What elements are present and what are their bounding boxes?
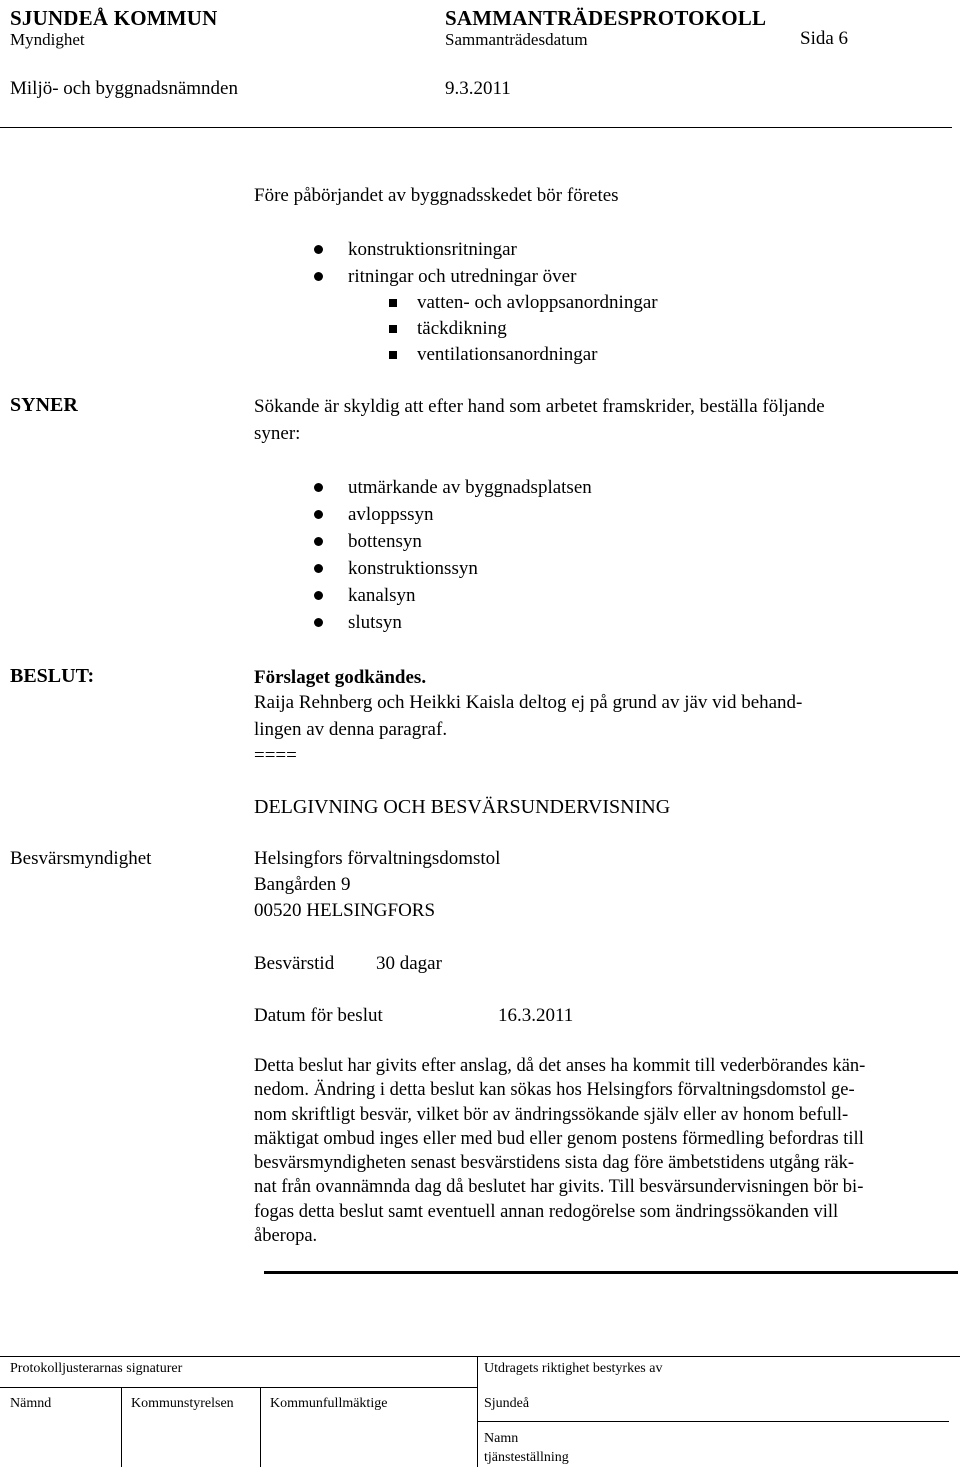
section-separator: ==== — [254, 745, 297, 766]
signatures-label: Protokolljusterarnas signaturer — [10, 1361, 183, 1376]
certified-label: Utdragets riktighet bestyrkes av — [484, 1361, 663, 1376]
syner-text-line1: Sökande är skyldig att efter hand som arbetet framskrider, beställa följande — [254, 396, 825, 417]
list-item: kanalsyn — [314, 582, 592, 609]
bullet-icon — [314, 272, 323, 281]
document-list — [314, 236, 576, 290]
appeal-time-label: Besvärstid — [254, 953, 335, 974]
list-item: bottensyn — [314, 528, 592, 555]
page-number: Sida 6 — [800, 28, 849, 49]
appeal-authority-name: Helsingfors förvaltningsdomstol — [254, 848, 501, 869]
bullet-icon — [314, 618, 323, 627]
board-name: Miljö- och byggnadsnämnden — [10, 78, 238, 99]
document-type: SAMMANTRÄDESPROTOKOLL — [445, 6, 767, 30]
list-item: ritningar och utredningar över — [314, 263, 576, 290]
appeal-instructions: Detta beslut har givits efter anslag, då det anses ha kommit till vederbörandes kän- nedom. Ändring i detta beslut kan sökas hos Helsingfors förvaltningsdomstol ge- nom skriftligt besvär, vilket bör av ändringssökande själv eller av honom befull- mäktigat ombud inges eller med bud eller genom postens förmedling befordras till besvärsmyndigheten senast besvärstidens sista dag före ämbetstidens utgång räk- nat från ovannämnda dag då beslutet har givits. Till besvärsundervisningen bör bi- fogas detta beslut samt eventuell annan redogörelse som ändringssökanden vill åberopa. — [254, 1056, 866, 1247]
syner-text-line2: syner: — [254, 423, 301, 444]
end-rule — [264, 1271, 958, 1274]
list-item: utmärkande av byggnadsplatsen — [314, 474, 592, 501]
header-rule — [0, 127, 952, 128]
square-bullet-icon — [389, 325, 397, 333]
appeal-authority-street: Bangården 9 — [254, 874, 351, 895]
square-bullet-icon — [389, 299, 397, 307]
recusal-line2: lingen av denna paragraf. — [254, 719, 448, 740]
meeting-date: 9.3.2011 — [445, 78, 511, 99]
bullet-icon — [314, 591, 323, 600]
footer-col-kommunfullmaktige: Kommunfullmäktige — [270, 1396, 388, 1411]
meeting-date-label: Sammanträdesdatum — [445, 30, 588, 49]
bullet-icon — [314, 537, 323, 546]
beslut-label: BESLUT: — [10, 665, 95, 687]
list-item: slutsyn — [314, 609, 592, 636]
decision-date-label: Datum för beslut — [254, 1005, 383, 1026]
footer-col-namnd: Nämnd — [10, 1396, 52, 1411]
footer-col-kommunstyrelsen: Kommunstyrelsen — [131, 1396, 234, 1411]
municipality-name: SJUNDEÅ KOMMUN — [10, 6, 218, 30]
list-item: konstruktionssyn — [314, 555, 592, 582]
authority-label: Myndighet — [10, 30, 85, 49]
footer-position-label: tjänsteställning — [484, 1450, 569, 1465]
list-item: avloppssyn — [314, 501, 592, 528]
bullet-icon — [314, 245, 323, 254]
appeal-authority-label: Besvärsmyndighet — [10, 848, 152, 869]
appeal-time-value: 30 dagar — [376, 953, 442, 974]
recusal-line1: Raija Rehnberg och Heikki Kaisla deltog ej på grund av jäv vid behand- — [254, 692, 803, 713]
list-item: täckdikning — [389, 316, 658, 342]
inspection-list — [314, 474, 592, 636]
square-bullet-icon — [389, 351, 397, 359]
bullet-icon — [314, 564, 323, 573]
list-item: vatten- och avloppsanordningar — [389, 290, 658, 316]
footer-name-label: Namn — [484, 1431, 519, 1446]
decision-date-value: 16.3.2011 — [498, 1005, 574, 1026]
sub-document-list — [389, 290, 658, 368]
list-item: ventilationsanordningar — [389, 342, 658, 368]
footer-place: Sjundeå — [484, 1396, 530, 1411]
bullet-icon — [314, 483, 323, 492]
intro-text: Före påbörjandet av byggnadsskedet bör företes — [254, 185, 619, 206]
bullet-icon — [314, 510, 323, 519]
decision-text: Förslaget godkändes. — [254, 667, 427, 688]
list-item: konstruktionsritningar — [314, 236, 576, 263]
syner-label: SYNER — [10, 394, 78, 416]
appeal-authority-postal: 00520 HELSINGFORS — [254, 900, 436, 921]
appeal-heading: DELGIVNING OCH BESVÄRSUNDERVISNING — [254, 796, 671, 818]
